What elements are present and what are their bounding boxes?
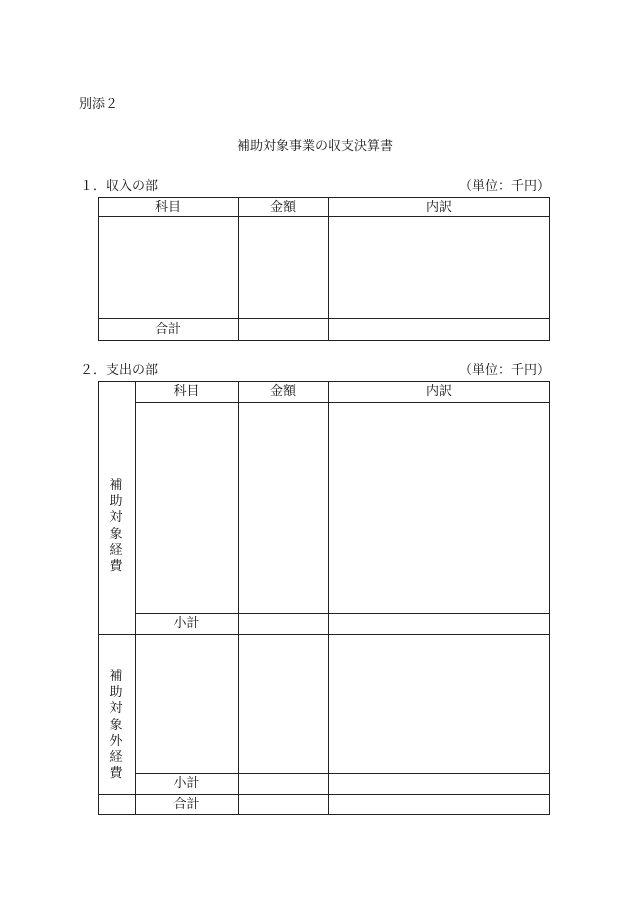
income-unit: （単位：千円） [458,179,550,194]
group-label-eligible-expenses [108,478,124,575]
income-total-label: 合計 [154,322,181,337]
income-header-amount: 金額 [269,200,296,215]
vertical-text: 補助対象経費 [109,478,123,575]
eligible-subtotal-label: 小計 [173,616,200,631]
vertical-text: 補助対象外経費 [109,669,123,782]
ineligible-subtotal-label: 小計 [173,776,200,791]
expense-total-label: 合計 [173,797,200,812]
income-header-breakdown: 内訳 [425,200,452,215]
group-label-ineligible-expenses [108,669,124,782]
income-heading: １．収入の部 [80,179,159,194]
expense-header-amount: 金額 [269,384,296,399]
attachment-label: 別添２ [79,97,119,112]
expense-header-item: 科目 [173,384,200,399]
expense-unit: （単位：千円） [458,363,550,378]
expense-heading: ２．支出の部 [80,363,159,378]
expense-header-breakdown: 内訳 [425,384,452,399]
income-header-item: 科目 [154,200,181,215]
document-title: 補助対象事業の収支決算書 [236,139,393,154]
